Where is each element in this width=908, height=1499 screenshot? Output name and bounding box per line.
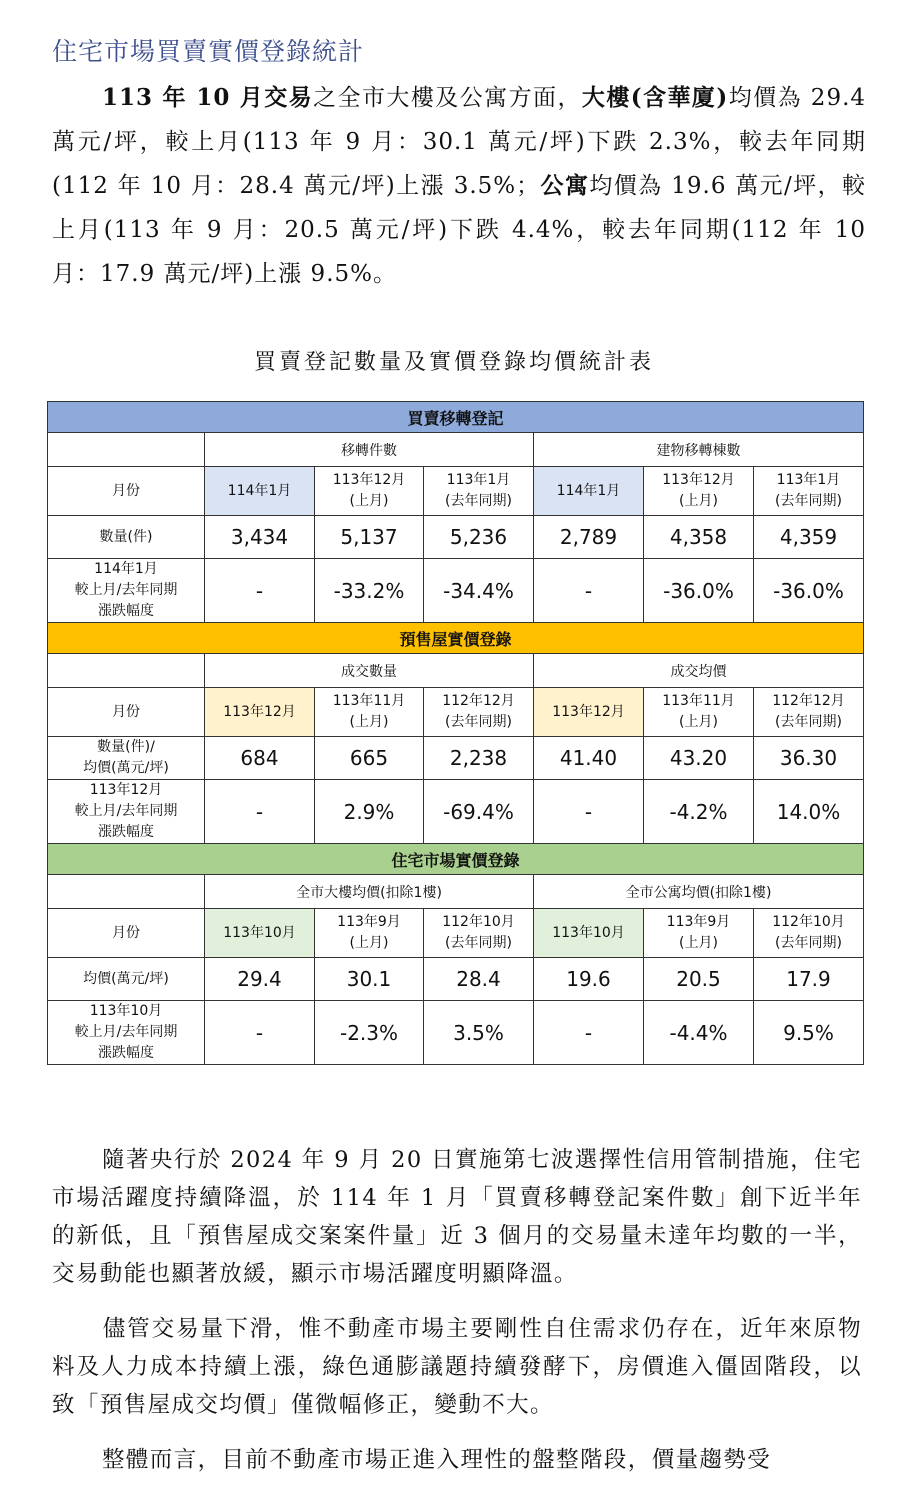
value-cell: 30.1: [315, 958, 424, 1001]
month-cell: 113年11月 (上月): [644, 688, 754, 737]
change-cell: 14.0%: [754, 780, 864, 844]
change-cell: 3.5%: [424, 1001, 534, 1065]
change-label: 114年1月 較上月/去年同期 漲跌幅度: [48, 559, 205, 623]
month-cell: 112年12月 (去年同期): [424, 688, 534, 737]
month-cell: 113年1月 (去年同期): [424, 467, 534, 516]
month-label: 月份: [48, 688, 205, 737]
month-cell: 112年12月 (去年同期): [754, 688, 864, 737]
body-paragraph-text: 整體而言，目前不動產市場正進入理性的盤整階段，價量趨勢受: [102, 1447, 772, 1473]
month-cell: 113年12月: [205, 688, 315, 737]
month-cell: 113年12月 (上月): [315, 467, 424, 516]
group-header: 全市大樓均價(扣除1樓): [205, 875, 534, 909]
value-cell: 4,359: [754, 516, 864, 559]
value-label: 均價(萬元/坪): [48, 958, 205, 1001]
value-cell: 19.6: [534, 958, 644, 1001]
value-cell: 5,137: [315, 516, 424, 559]
change-cell: -69.4%: [424, 780, 534, 844]
value-cell: 2,238: [424, 737, 534, 780]
body-paragraph: [52, 1310, 862, 1424]
group-header: 成交均價: [534, 654, 864, 688]
value-cell: 3,434: [205, 516, 315, 559]
group-header: 成交數量: [205, 654, 534, 688]
value-cell: 2,789: [534, 516, 644, 559]
month-label: 月份: [48, 909, 205, 958]
change-cell: -33.2%: [315, 559, 424, 623]
value-label: 數量(件): [48, 516, 205, 559]
value-cell: 29.4: [205, 958, 315, 1001]
change-label: 113年12月 較上月/去年同期 漲跌幅度: [48, 780, 205, 844]
value-cell: 17.9: [754, 958, 864, 1001]
section-header-row: [48, 402, 864, 433]
value-cell: 41.40: [534, 737, 644, 780]
body-paragraph: [52, 1441, 862, 1479]
section-title: 買賣移轉登記: [48, 402, 864, 433]
change-cell: 2.9%: [315, 780, 424, 844]
section-header-row: [48, 623, 864, 654]
change-cell: -: [534, 780, 644, 844]
section-header-row: [48, 844, 864, 875]
blank-cell: [48, 875, 205, 909]
intro-building-label: 大樓(含華廈): [581, 84, 729, 111]
change-cell: -: [534, 559, 644, 623]
month-cell: 113年9月 (上月): [644, 909, 754, 958]
intro-date: 113 年 10 月交易: [102, 84, 314, 111]
month-cell: 114年1月: [205, 467, 315, 516]
month-cell: 113年10月: [205, 909, 315, 958]
month-cell: 113年1月 (去年同期): [754, 467, 864, 516]
change-cell: -: [534, 1001, 644, 1065]
group-header: 移轉件數: [205, 433, 534, 467]
value-cell: 43.20: [644, 737, 754, 780]
section-title: 預售屋實價登錄: [48, 623, 864, 654]
change-cell: -: [205, 559, 315, 623]
stats-table: [47, 401, 864, 1065]
change-cell: -: [205, 1001, 315, 1065]
blank-cell: [48, 654, 205, 688]
month-cell: 113年11月 (上月): [315, 688, 424, 737]
month-cell: 113年12月: [534, 688, 644, 737]
group-header: 建物移轉棟數: [534, 433, 864, 467]
intro-apartment-label: 公寓: [540, 172, 590, 199]
change-cell: 9.5%: [754, 1001, 864, 1065]
blank-cell: [48, 433, 205, 467]
month-cell: 113年9月 (上月): [315, 909, 424, 958]
change-cell: -4.2%: [644, 780, 754, 844]
change-cell: -36.0%: [644, 559, 754, 623]
change-label: 113年10月 較上月/去年同期 漲跌幅度: [48, 1001, 205, 1065]
page-heading: 住宅市場買賣實價登錄統計: [52, 37, 365, 66]
value-cell: 36.30: [754, 737, 864, 780]
table-title: 買賣登記數量及實價登錄均價統計表: [253, 350, 654, 375]
value-cell: 20.5: [644, 958, 754, 1001]
value-cell: 684: [205, 737, 315, 780]
intro-text-3: 均價為 19.6 萬元/坪，較上月(113 年 9 月：20.5 萬元/坪)下跌 4.4%，較去年同期(112 年 10 月：17.9 萬元/坪)上漲 9.5%。: [52, 173, 866, 287]
intro-text-2: 均價為 29.4 萬元/坪，較上月(113 年 9 月：30.1 萬元/坪)下跌 2.3%，較去年同期(112 年 10 月：28.4 萬元/坪)上漲 3.5%；: [52, 85, 867, 199]
value-cell: 4,358: [644, 516, 754, 559]
change-cell: -34.4%: [424, 559, 534, 623]
month-cell: 113年12月 (上月): [644, 467, 754, 516]
change-cell: -4.4%: [644, 1001, 754, 1065]
section-title: 住宅市場實價登錄: [48, 844, 864, 875]
change-cell: -: [205, 780, 315, 844]
value-cell: 5,236: [424, 516, 534, 559]
intro-text-1: 之全市大樓及公寓方面，: [313, 85, 582, 111]
body-paragraph-text: 隨著央行於 2024 年 9 月 20 日實施第七波選擇性信用管制措施，住宅市場活躍度持續降溫，於 114 年 1 月「買賣移轉登記案件數」創下近半年的新低，且「預售屋成交案案件量」近 3 個月的交易量未達年均數的一半，交易動能也顯著放緩，顯示市場活躍度明顯降溫。: [52, 1147, 862, 1287]
change-cell: -2.3%: [315, 1001, 424, 1065]
month-label: 月份: [48, 467, 205, 516]
month-cell: 112年10月 (去年同期): [424, 909, 534, 958]
intro-paragraph: [52, 76, 866, 296]
body-paragraph-text: 儘管交易量下滑，惟不動產市場主要剛性自住需求仍存在，近年來原物料及人力成本持續上漲，綠色通膨議題持續發酵下，房價進入僵固階段，以致「預售屋成交均價」僅微幅修正，變動不大。: [52, 1316, 862, 1418]
month-cell: 114年1月: [534, 467, 644, 516]
value-cell: 28.4: [424, 958, 534, 1001]
month-cell: 113年10月: [534, 909, 644, 958]
body-paragraph: [52, 1141, 862, 1293]
value-cell: 665: [315, 737, 424, 780]
month-cell: 112年10月 (去年同期): [754, 909, 864, 958]
group-header: 全市公寓均價(扣除1樓): [534, 875, 864, 909]
change-cell: -36.0%: [754, 559, 864, 623]
value-label: 數量(件)/ 均價(萬元/坪): [48, 737, 205, 780]
